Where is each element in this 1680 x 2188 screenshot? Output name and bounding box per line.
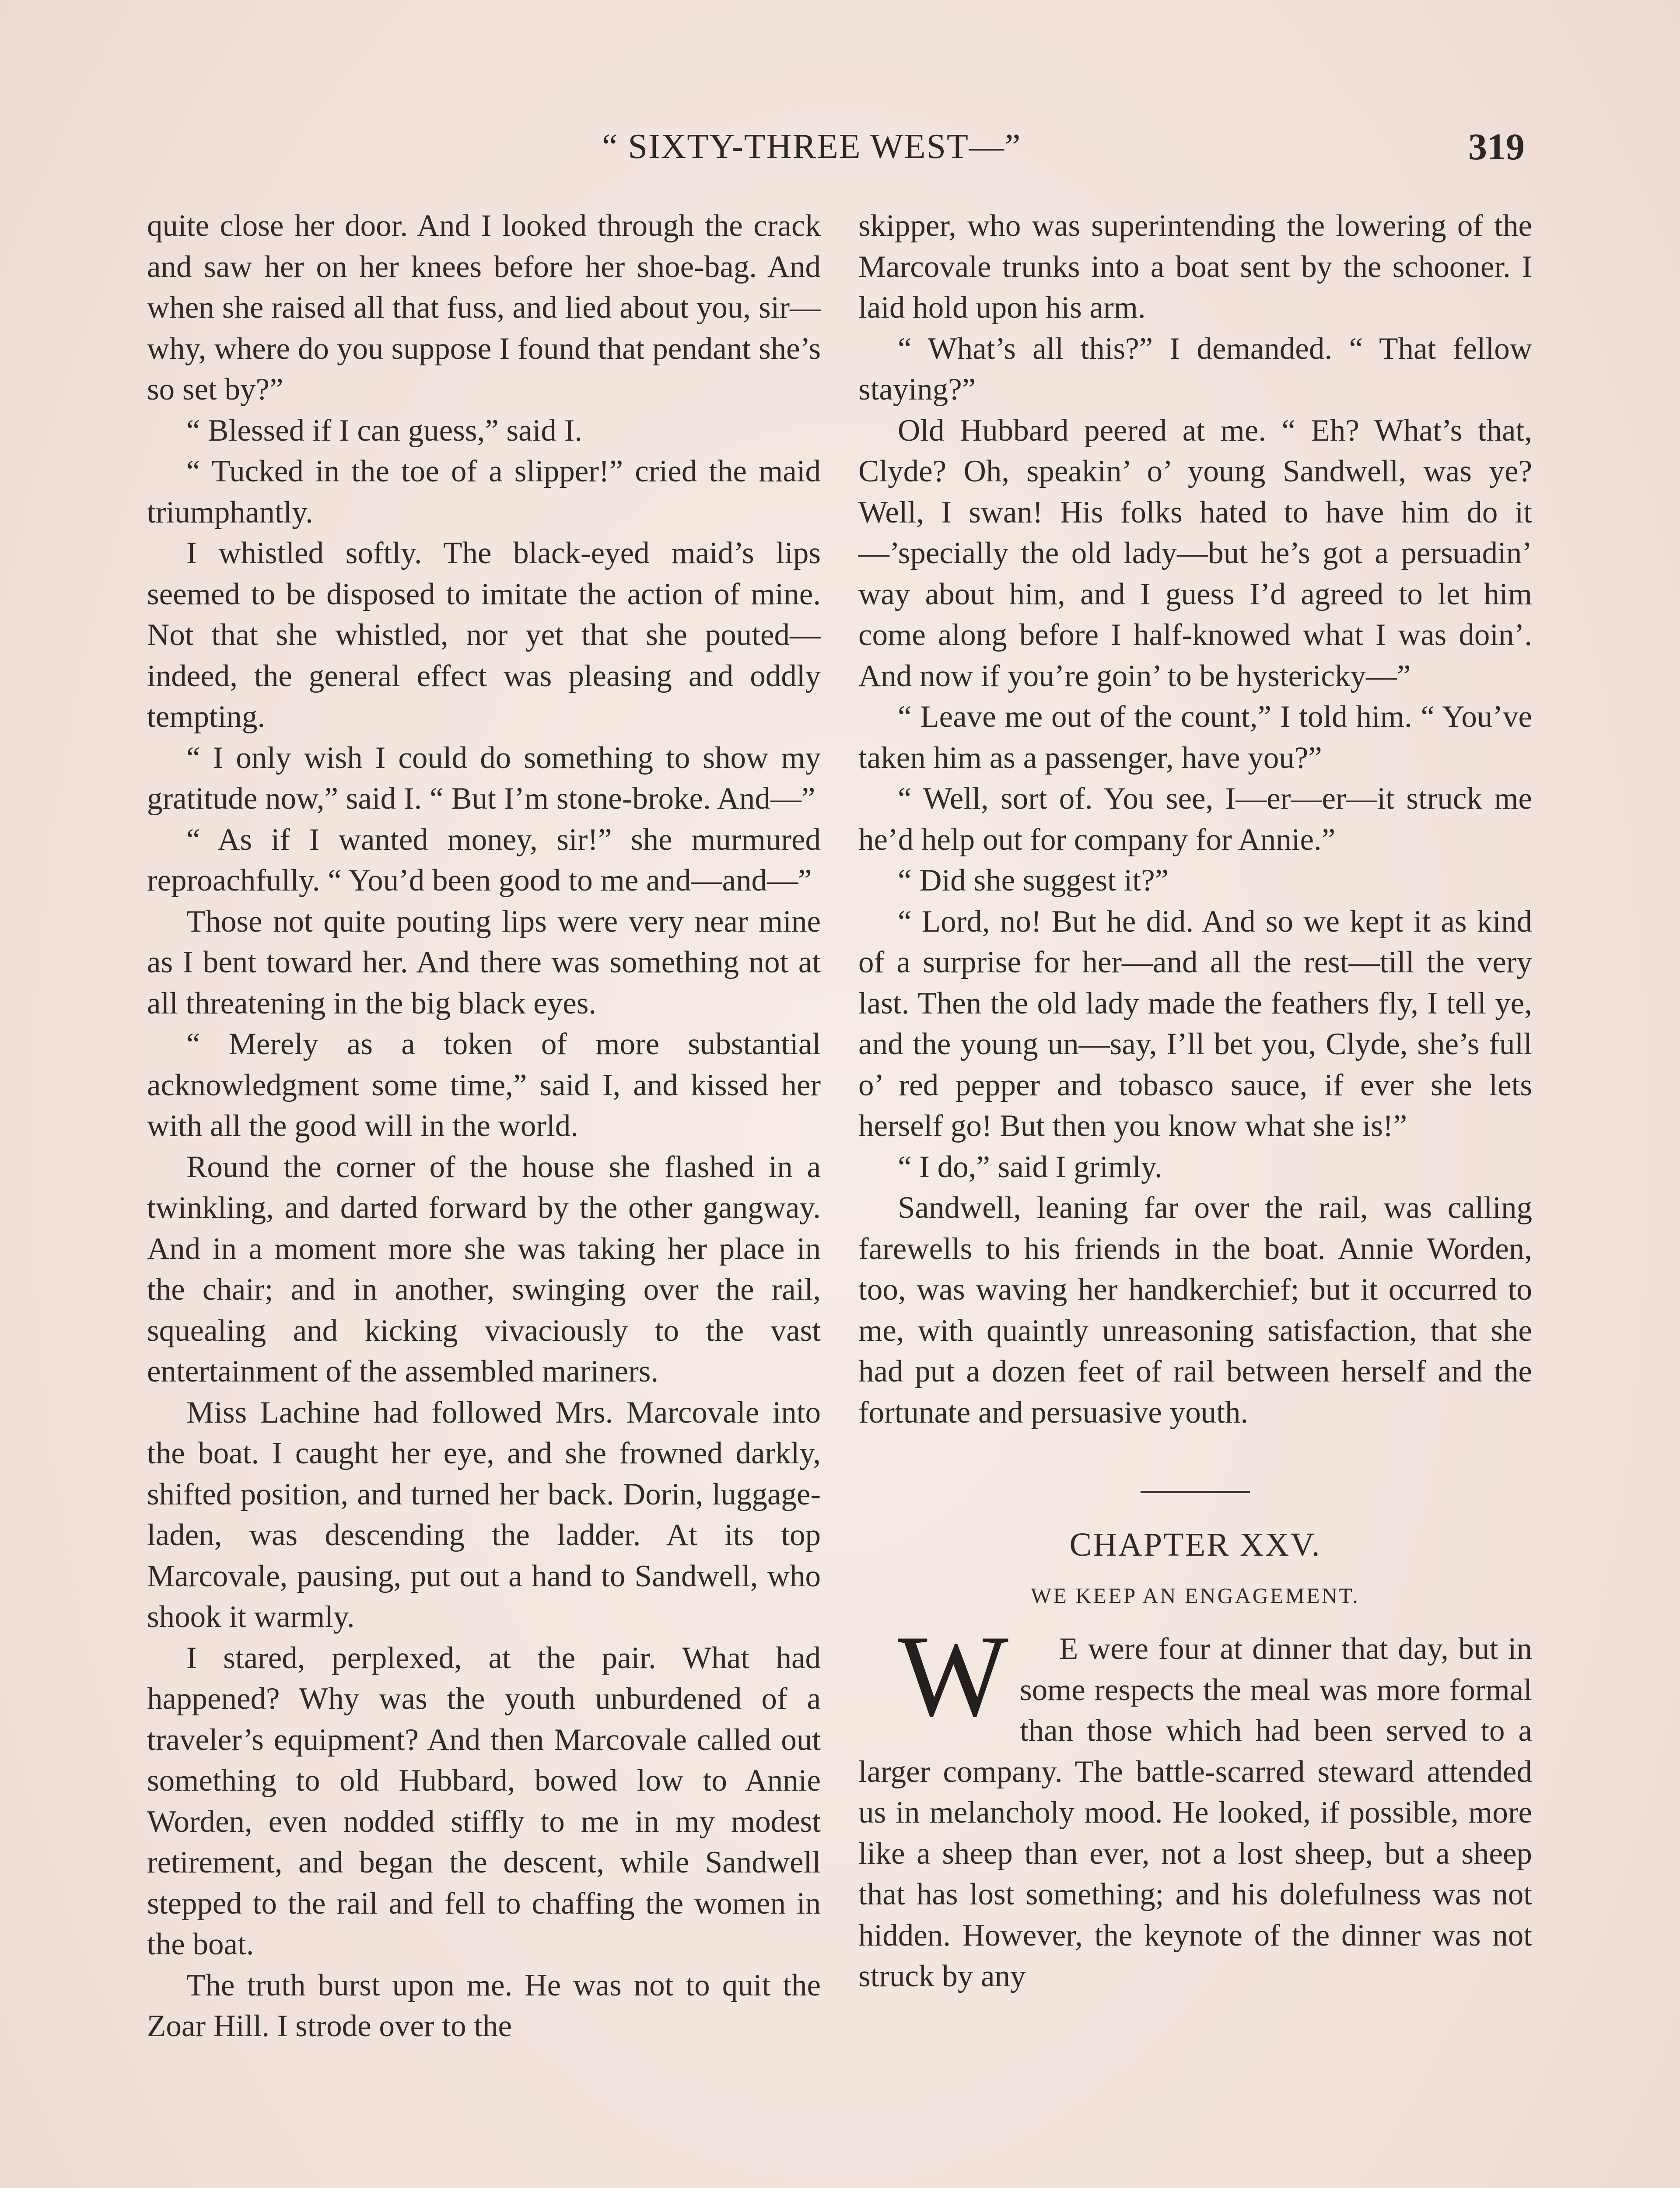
paragraph: “ I only wish I could do something to show my gratitude now,” said I. “ But I’m stone-broke. And—” — [147, 740, 821, 816]
paragraph: Those not quite pouting lips were very near mine as I bent toward her. And there was something not at all threatening in the big black eyes. — [147, 904, 821, 1020]
section-divider — [1141, 1491, 1250, 1493]
page-number: 319 — [1468, 126, 1525, 168]
paragraph: “ Blessed if I can guess,” said I. — [186, 413, 582, 448]
chapter-opening-text: E were four at dinner that day, but in some respects the meal was more formal than those which had been served to a larger company. The battle-scarred steward attended us in melancholy mood. He looked, if possible, more like a sheep than ever, not a lost sheep, but a sheep that has lost something; and his dolefulness was not hidden. However, the keynote of the dinner was not struck by any — [858, 1632, 1532, 1993]
paragraph: “ Merely as a token of more substantial acknowledgment some time,” said I, and kissed her with all the good will in the world. — [147, 1027, 821, 1143]
right-column — [858, 206, 1532, 1997]
drop-cap: W — [898, 1611, 1008, 1741]
chapter-opening-paragraph — [858, 1611, 1532, 1997]
paragraph: “ Well, sort of. You see, I—er—er—it struck me he’d help out for company for Annie.” — [858, 782, 1532, 857]
paragraph: quite close her door. And I looked through the crack and saw her on her knees before her shoe-bag. And when she raised all that fuss, and lied about you, sir—why, where do you suppose I found that pendant she’s so set by?” — [147, 209, 821, 407]
paragraph: Sandwell, leaning far over the rail, was calling farewells to his friends in the boat. Annie Worden, too, was waving her handkerchief; but it occurred to me, with quaintly unreasoning satisfaction, that she had put a dozen feet of rail between herself and the fortunate and persuasive youth. — [858, 1191, 1532, 1430]
paragraph: “ As if I wanted money, sir!” she murmured reproachfully. “ You’d been good to me and—and—” — [147, 822, 821, 898]
left-column — [147, 206, 821, 2047]
paragraph: “ I do,” said I grimly. — [898, 1150, 1162, 1184]
running-title: “ SIXTY-THREE WEST—” — [602, 127, 1022, 166]
paragraph: “ Leave me out of the count,” I told him. “ You’ve taken him as a passenger, have you?” — [858, 700, 1532, 775]
chapter-title: CHAPTER XXV. — [1069, 1526, 1321, 1563]
paragraph: Miss Lachine had followed Mrs. Marcovale into the boat. I caught her eye, and she frowned darkly, shifted position, and turned her back. Dorin, luggage-laden, was descending the ladder. At its top Marcovale, pausing, put out a hand to Sandwell, who shook it warmly. — [147, 1395, 821, 1634]
paragraph: I whistled softly. The black-eyed maid’s lips seemed to be disposed to imitate the action of mine. Not that she whistled, nor yet that she pouted—indeed, the general effect was pleasing and oddly tempting. — [147, 536, 821, 734]
paragraph: The truth burst upon me. He was not to quit the Zoar Hill. I strode over to the — [147, 1968, 821, 2043]
paragraph: Old Hubbard peered at me. “ Eh? What’s that, Clyde? Oh, speakin’ o’ young Sandwell, was ye? Well, I swan! His folks hated to have him do it—’specially the old lady—but he’s got a persuadin’ way about him, and I guess I’d agreed to let him come along before I half-knowed what I was doin’. And now if you’re goin’ to be hystericky—” — [858, 413, 1532, 693]
paragraph: skipper, who was superintending the lowering of the Marcovale trunks into a boat sent by the schooner. I laid hold upon his arm. — [858, 209, 1532, 325]
paragraph: I stared, perplexed, at the pair. What had happened? Why was the youth unburdened of a traveler’s equipment? And then Marcovale called out something to old Hubbard, bowed low to Annie Worden, even nodded stiffly to me in my modest retirement, and began the descent, while Sandwell stepped to the rail and fell to chaffing the women in the boat. — [147, 1641, 821, 1961]
paragraph: “ Did she suggest it?” — [898, 863, 1169, 898]
chapter-subtitle: WE KEEP AN ENGAGEMENT. — [1031, 1583, 1360, 1608]
paragraph: “ What’s all this?” I demanded. “ That fellow staying?” — [858, 331, 1532, 407]
paragraph: Round the corner of the house she flashed in a twinkling, and darted forward by the other gangway. And in a moment more she was taking her place in the chair; and in another, swinging over the rail, squealing and kicking vivaciously to the vast entertainment of the assembled mariners. — [147, 1150, 821, 1389]
paragraph: “ Tucked in the toe of a slipper!” cried the maid triumphantly. — [147, 454, 821, 529]
paragraph: “ Lord, no! But he did. And so we kept it as kind of a surprise for her—and all the rest—till the very last. Then the old lady made the feathers fly, I tell ye, and the young un—say, I’ll bet you, Clyde, she’s full o’ red pepper and tobasco sauce, if ever she lets herself go! But then you know what she is!” — [858, 904, 1532, 1143]
